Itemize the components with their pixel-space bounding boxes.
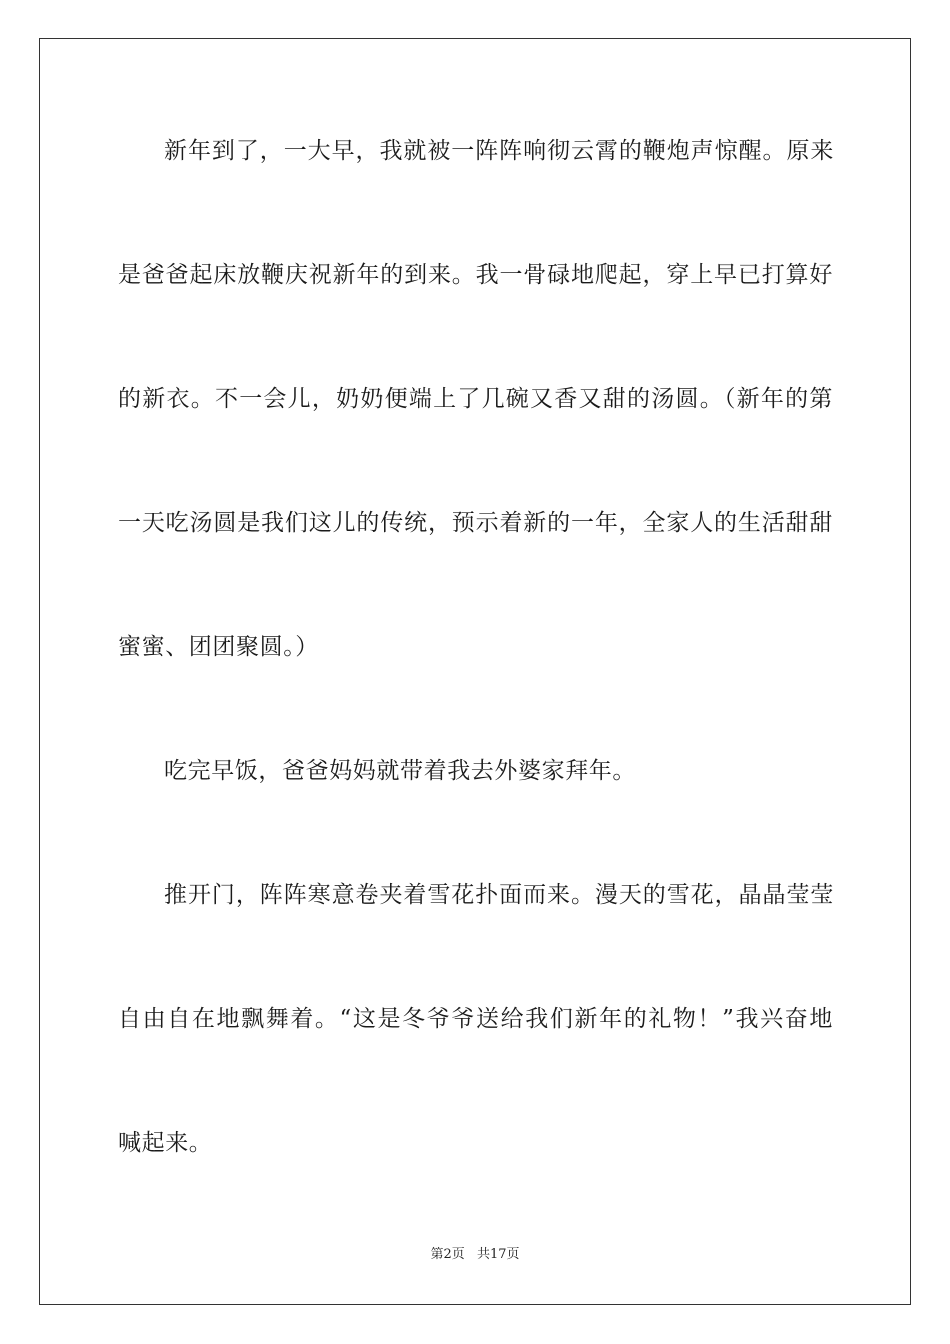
page-total: 共17页: [476, 1247, 520, 1262]
paragraph-1-line-3: 的新衣。不一会儿，奶奶便端上了几碗又香又甜的汤圆。（新年的第: [118, 386, 833, 412]
paragraph-2-line-1: 吃完早饭，爸爸妈妈就带着我去外婆家拜年。: [164, 758, 636, 784]
paragraph-1-line-1: 新年到了，一大早，我就被一阵阵响彻云霄的鞭炮声惊醒。原来: [164, 138, 834, 164]
paragraph-3-line-2: 自由自在地飘舞着。“这是冬爷爷送给我们新年的礼物！”我兴奋地: [118, 1006, 833, 1032]
page-border: [39, 38, 911, 1305]
page-footer: [0, 1246, 950, 1264]
paragraph-3-line-1: 推开门，阵阵寒意卷夹着雪花扑面而来。漫天的雪花，晶晶莹莹: [164, 882, 834, 908]
paragraph-1-line-2: 是爸爸起床放鞭庆祝新年的到来。我一骨碌地爬起，穿上早已打算好: [118, 262, 833, 288]
paragraph-1-line-5: 蜜蜜、团团聚圆。）: [118, 634, 319, 660]
paragraph-1-line-4: 一天吃汤圆是我们这儿的传统，预示着新的一年，全家人的生活甜甜: [118, 510, 833, 536]
paragraph-3-line-3: 喊起来。: [118, 1130, 213, 1156]
page-number: 第2页: [430, 1247, 465, 1262]
